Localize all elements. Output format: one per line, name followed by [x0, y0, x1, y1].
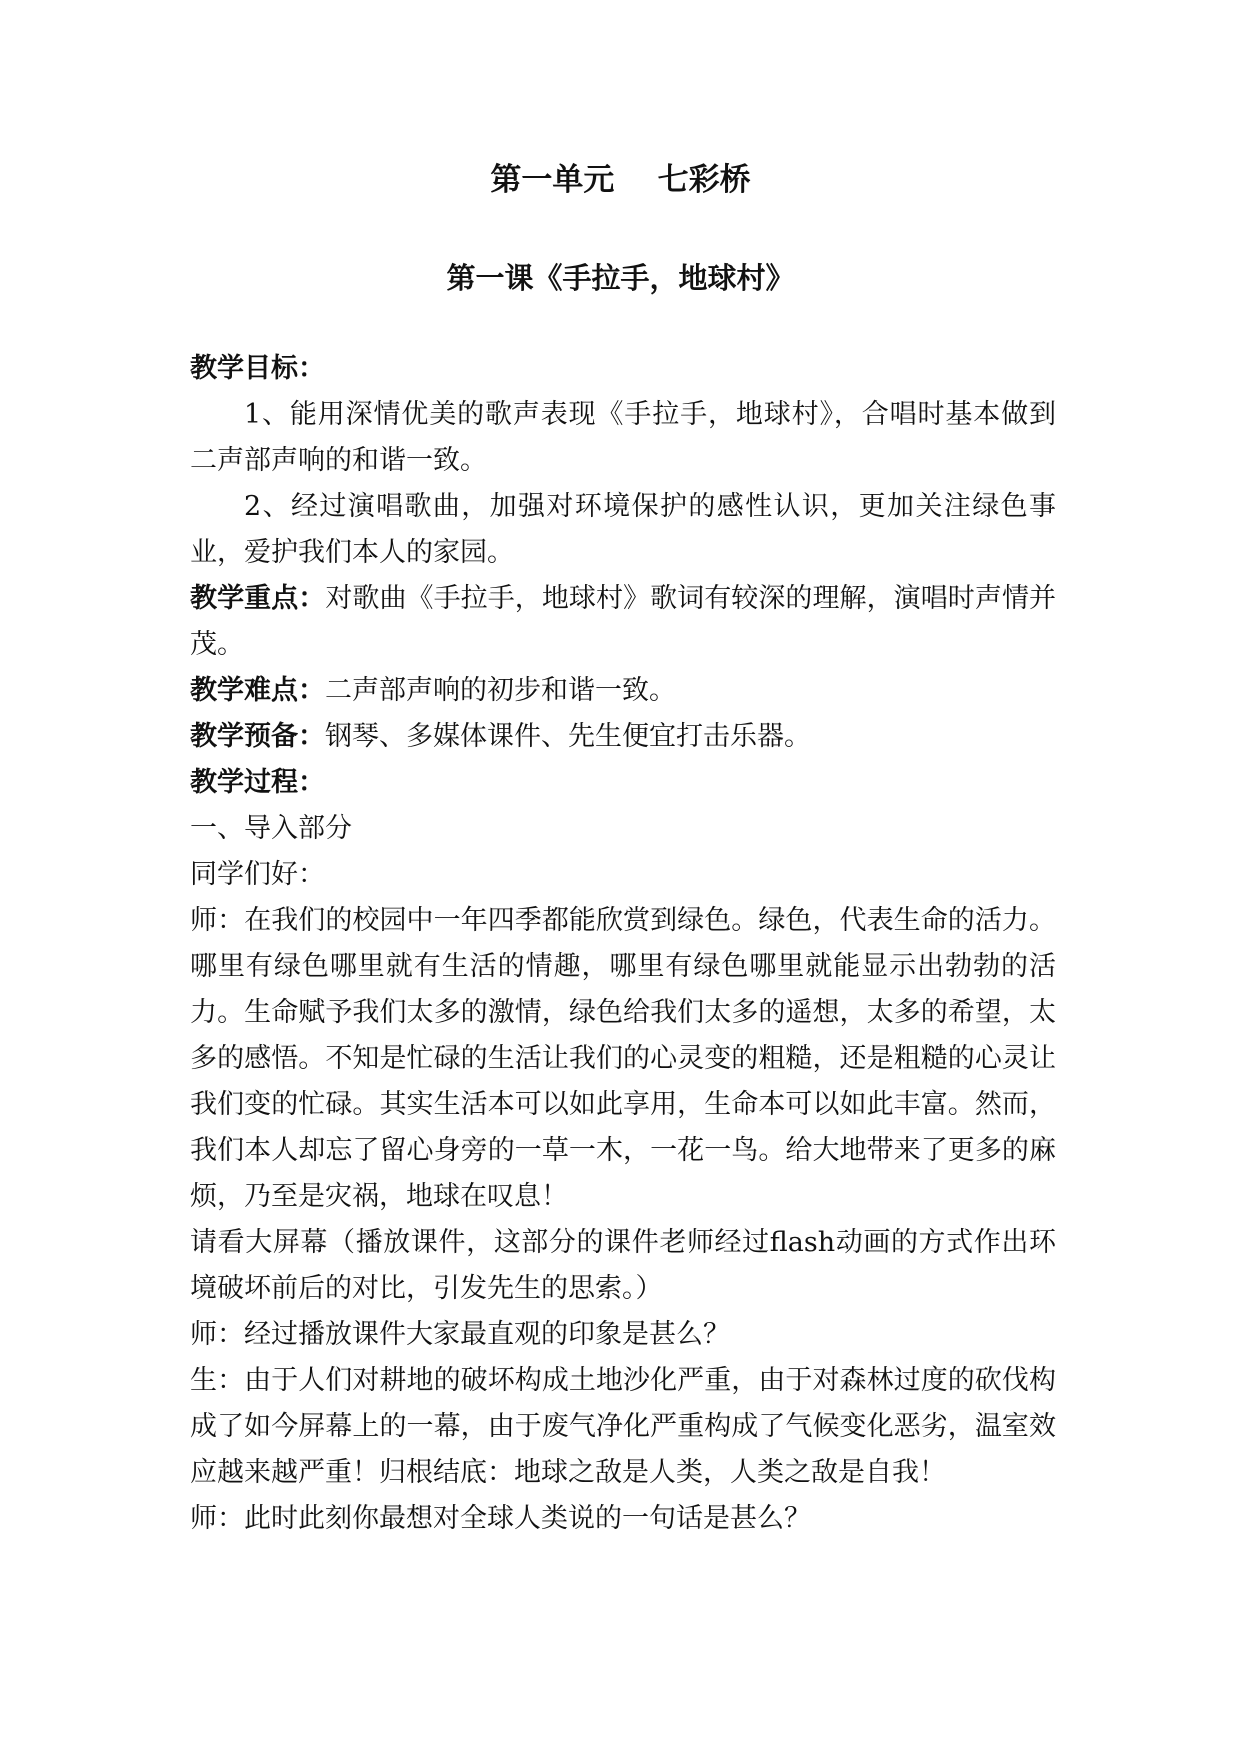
- preparation-text: 钢琴、多媒体课件、先生便宜打击乐器。: [325, 721, 811, 752]
- objective-item-1: 1、能用深情优美的歌声表现《手拉手，地球村》，合唱时基本做到二声部声响的和谐一致。: [190, 399, 1056, 476]
- key-point-section: [190, 576, 1056, 668]
- preparation-label: 教学预备：: [190, 721, 325, 752]
- document-body: [190, 346, 1056, 1542]
- process-paragraph: 同学们好：: [190, 859, 325, 890]
- process-paragraph: 师：在我们的校园中一年四季都能欣赏到绿色。绿色，代表生命的活力。哪里有绿色哪里就有生活的情趣，哪里有绿色哪里就能显示出勃勃的活力。生命赋予我们太多的激情，绿色给我们太多的遥想，太多的希望，太多的感悟。不知是忙碌的生活让我们的心灵变的粗糙，还是粗糙的心灵让我们变的忙碌。其实生活本可以如此享用，生命本可以如此丰富。然而，我们本人却忘了留心身旁的一草一木，一花一鸟。给大地带来了更多的麻烦，乃至是灾祸，地球在叹息！: [190, 905, 1056, 1212]
- objectives-label: 教学目标：: [190, 353, 325, 384]
- process-heading: [190, 760, 1056, 806]
- difficulty-label: 教学难点：: [190, 675, 325, 706]
- process-paragraph: 请看大屏幕（播放课件，这部分的课件老师经过flash动画的方式作出环境破坏前后的对比，引发先生的思索。）: [190, 1227, 1056, 1304]
- difficulty-section: [190, 668, 1056, 714]
- difficulty-text: 二声部声响的初步和谐一致。: [325, 675, 676, 706]
- process-paragraph: 师：经过播放课件大家最直观的印象是甚么？: [190, 1319, 730, 1350]
- preparation-section: [190, 714, 1056, 760]
- objectives-heading: [190, 346, 1056, 392]
- objective-item-2: 2、经过演唱歌曲，加强对环境保护的感性认识，更加关注绿色事业，爱护我们本人的家园。: [190, 491, 1056, 568]
- key-point-label: 教学重点：: [190, 583, 326, 614]
- process-paragraph: 生：由于人们对耕地的破坏构成土地沙化严重，由于对森林过度的砍伐构成了如今屏幕上的一幕，由于废气净化严重构成了气候变化恶劣，温室效应越来越严重！归根结底：地球之敌是人类，人类之敌是自我！: [190, 1365, 1056, 1488]
- unit-title: 第一单元 七彩桥: [490, 162, 751, 198]
- lesson-title: 第一课《手拉手，地球村》: [446, 261, 795, 295]
- key-point-text: 对歌曲《手拉手，地球村》歌词有较深的理解，演唱时声情并茂。: [190, 583, 1057, 660]
- process-paragraph: 师：此时此刻你最想对全球人类说的一句话是甚么？: [190, 1503, 811, 1534]
- process-paragraph: 一、导入部分: [190, 813, 352, 844]
- process-label: 教学过程：: [190, 767, 325, 798]
